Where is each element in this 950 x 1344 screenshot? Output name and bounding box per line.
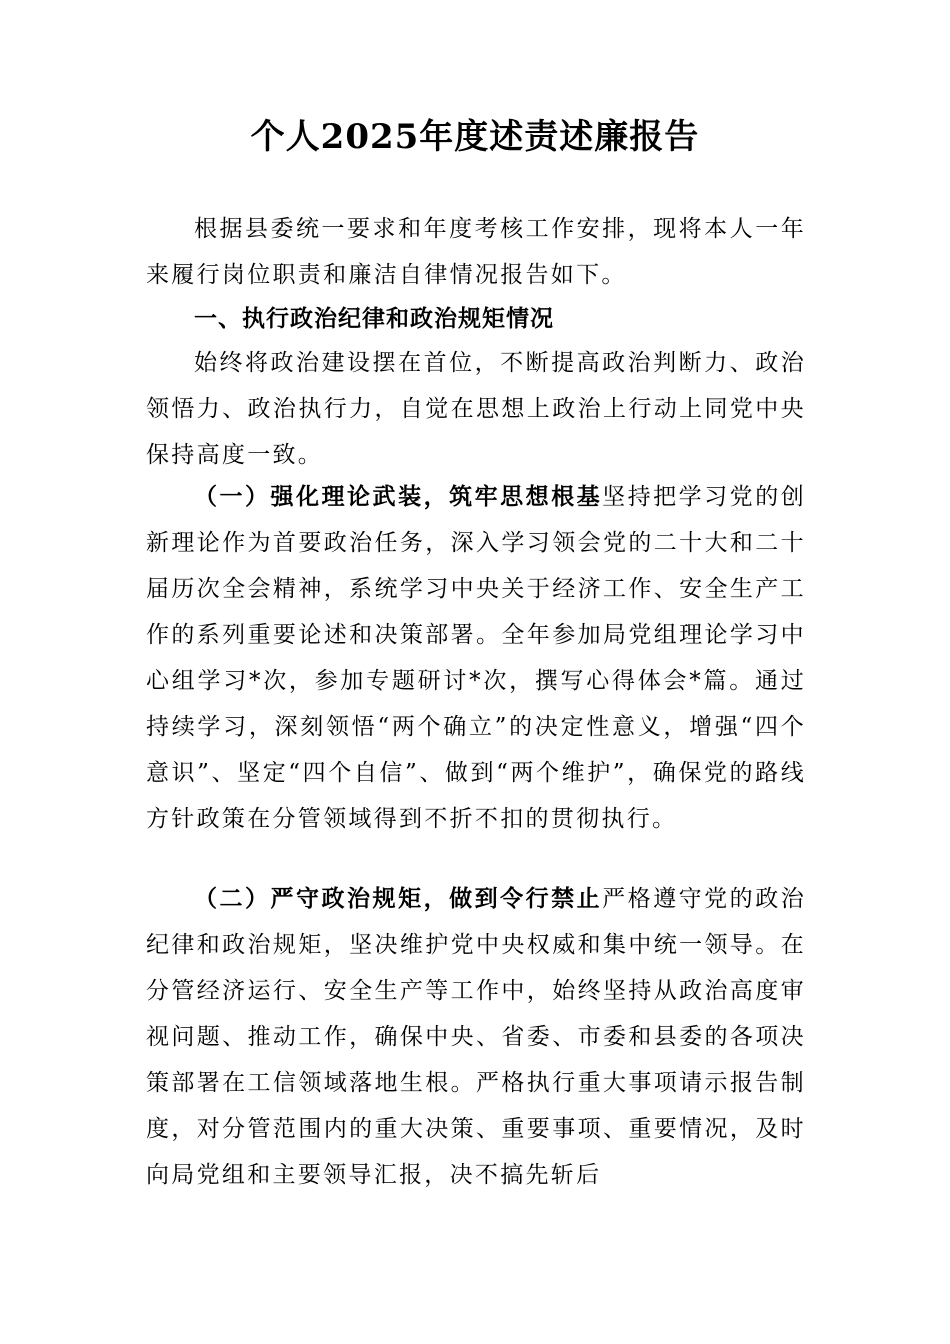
section-heading-1: 一、执行政治纪律和政治规矩情况 — [194, 306, 554, 332]
subsection-text-1: 坚持把学习党的创新理论作为首要政治任务，深入学习领会党的二十大和二十届历次全会精神，系统学习中央关于经济工作、安全生产工作的系列重要论述和决策部署。全年参加局党组理论学习中心组学习*次，参加专题研讨*次，撰写心得体会*篇。通过持续学习，深刻领悟“两个确立”的决定性意义，增强“四个意识”、坚定“四个自信”、做到“两个维护”，确保党的路线方针政策在分管领域得到不折不扣的贯彻执行。 — [146, 484, 806, 832]
section-summary-paragraph: 始终将政治建设摆在首位，不断提高政治判断力、政治领悟力、政治执行力，自觉在思想上政治上行动上同党中央保持高度一致。 — [146, 350, 806, 468]
subsection-lead-1: （一）强化理论武装，筑牢思想根基 — [194, 483, 603, 510]
subsection-paragraph-1 — [146, 474, 806, 842]
subsection-text-2: 严格遵守党的政治纪律和政治规矩，坚决维护党中央权威和集中统一领导。在分管经济运行、安全生产等工作中，始终坚持从政治高度审视问题、推动工作，确保中央、省委、市委和县委的各项决策部署在工信领域落地生根。严格执行重大事项请示报告制度，对分管范围内的重大决策、重要事项、重要情况，及时向局党组和主要领导汇报，决不搞先斩后 — [146, 886, 806, 1188]
document-title: 个人2025年度述责述廉报告 — [250, 117, 700, 157]
subsection-lead-2: （二）严守政治规矩，做到令行禁止 — [194, 885, 603, 912]
intro-paragraph: 根据县委统一要求和年度考核工作安排，现将本人一年来履行岗位职责和廉洁自律情况报告如下。 — [146, 216, 806, 288]
subsection-paragraph-2 — [146, 876, 806, 1198]
